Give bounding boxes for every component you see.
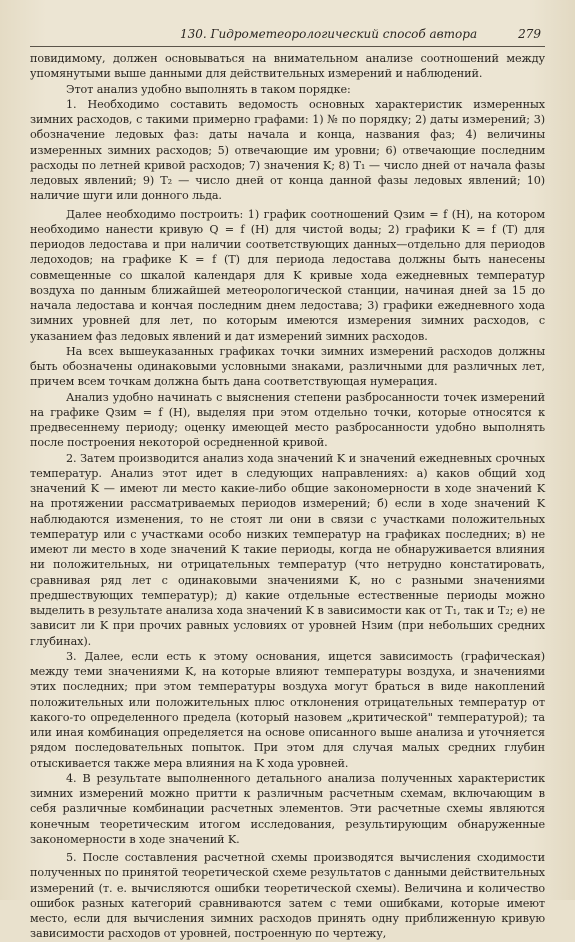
- paragraph: 4. В результате выполненного детального анализа полученных характеристик зимних измерений можно притти к различным расчетным схемам, включающим в себя различные комбинации расчетных элементов. Эти расчетные схемы являются конечным теоретическим итогом исследования, результирующим обнаруженные закономерности в ходе значений K.: [30, 771, 545, 846]
- body-text: [30, 51, 545, 942]
- paragraph: 5. После составления расчетной схемы производятся вычисления сходимости полученных по принятой теоретической схеме результатов с данными действительных измерений (т. е. вычисляются ошибки теоретической схемы). Величина и количество ошибок разных категорий сравниваются затем с теми ошибками, которые имеют место, если для вычисления зимних расходов принять одну приближенную кривую зависимости расходов от уровней, построенную по чертежу,: [30, 851, 545, 941]
- paragraph: Этот анализ удобно выполнять в таком порядке:: [66, 82, 351, 96]
- paragraph: На всех вышеуказанных графиках точки зимних измерений расходов должны быть обозначены одинаковыми условными знаками, различными для различных лет, причем всем точкам должна быть дана соответствующая нумерация.: [30, 344, 545, 389]
- page-number: 279: [518, 27, 541, 41]
- paragraph: повидимому, должен основываться на внимательном анализе соотношений между упомянутыми выше данными для действительных измерений и наблюдений.: [30, 52, 545, 81]
- paragraph: Далее необходимо построить: 1) график соотношений Qзим = f (H), на котором необходимо нанести кривую Q = f (H) для чистой воды; 2) графики K = f (T) для периодов ледостава и при наличии соответствующих данных—отдельно для периодов ледоходов; на графике K = f (T) для периода ледостава должны быть нанесены совмещенные со шкалой календаря для K кривые хода ежедневных температур воздуха по данным ближайшей метеорологической станции, начиная дней за 15 до начала ледостава и кончая последним днем ледостава; 3) графики ежедневного хода зимних уровней для лет, по которым имеются измерения зимних расходов, с указанием фаз ледовых явлений и дат измерений зимних расходов.: [30, 207, 545, 343]
- paragraph: 3. Далее, если есть к этому основания, ищется зависимость (графическая) между теми значениями K, на которые влияют температуры воздуха, и значениями этих последних; при этом температуры воздуха могут браться в виде накоплений положительных или положительных плюс отклонения отрицательных температур от какого-то определенного предела (который назовем „критической" температурой); та или иная комбинация определяется на основе описанного выше анализа и уточняется рядом последовательных попыток. При этом для случая малых средних глубин отыскивается также мера влияния на K хода уровней.: [30, 649, 545, 770]
- running-title: 130. Гидрометеорологический способ автора: [180, 27, 478, 41]
- running-header: [30, 24, 545, 47]
- paragraph: 2. Затем производится анализ хода значений K и значений ежедневных срочных температур. Анализ этот идет в следующих направлениях: а) каков общий ход значений K — имеют ли место какие-либо общие закономерности в ходе значений K на протяжении рассматриваемых периодов измерений; б) если в ходе значений K наблюдаются изменения, то не стоят ли они в связи с участками положительных температур или с участками особо низких температур на графиках последних; в) не имеют ли место в ходе значений K такие периоды, когда не обнаруживается влияния ни положительных, ни отрицательных температур (что нетрудно констатировать, сравнивая ряд лет с одинаковыми значениями K, но с разными значениями предшествующих температур); д) какие отдельные естественные периоды можно выделить в результате анализа хода значений K в зависимости как от T₁, так и T₂; е) не зависит ли K при прочих равных условиях от уровней Hзим (при небольших средних глубинах).: [30, 451, 545, 648]
- paragraph: Анализ удобно начинать с выяснения степени разбросанности точек измерений на графике Qзим = f (H), выделяя при этом отдельно точки, которые относятся к предвесеннему периоду; оценку имеющей место разбросанности удобно выполнять после построения некоторой осредненной кривой.: [30, 390, 545, 450]
- paragraph: 1. Необходимо составить ведомость основных характеристик измеренных зимних расходов, с такими примерно графами: 1) № по порядку; 2) даты измерений; 3) обозначение ледовых фаз: даты начала и конца, названия фаз; 4) величины измеренных зимних расходов; 5) отвечающие им уровни; 6) отвечающие последним расходы по летней кривой расходов; 7) значения K; 8) T₁ — число дней от начала фазы ледовых явлений; 9) T₂ — число дней от конца данной фазы ледовых явлений; 10) наличие шуги или донного льда.: [30, 97, 545, 203]
